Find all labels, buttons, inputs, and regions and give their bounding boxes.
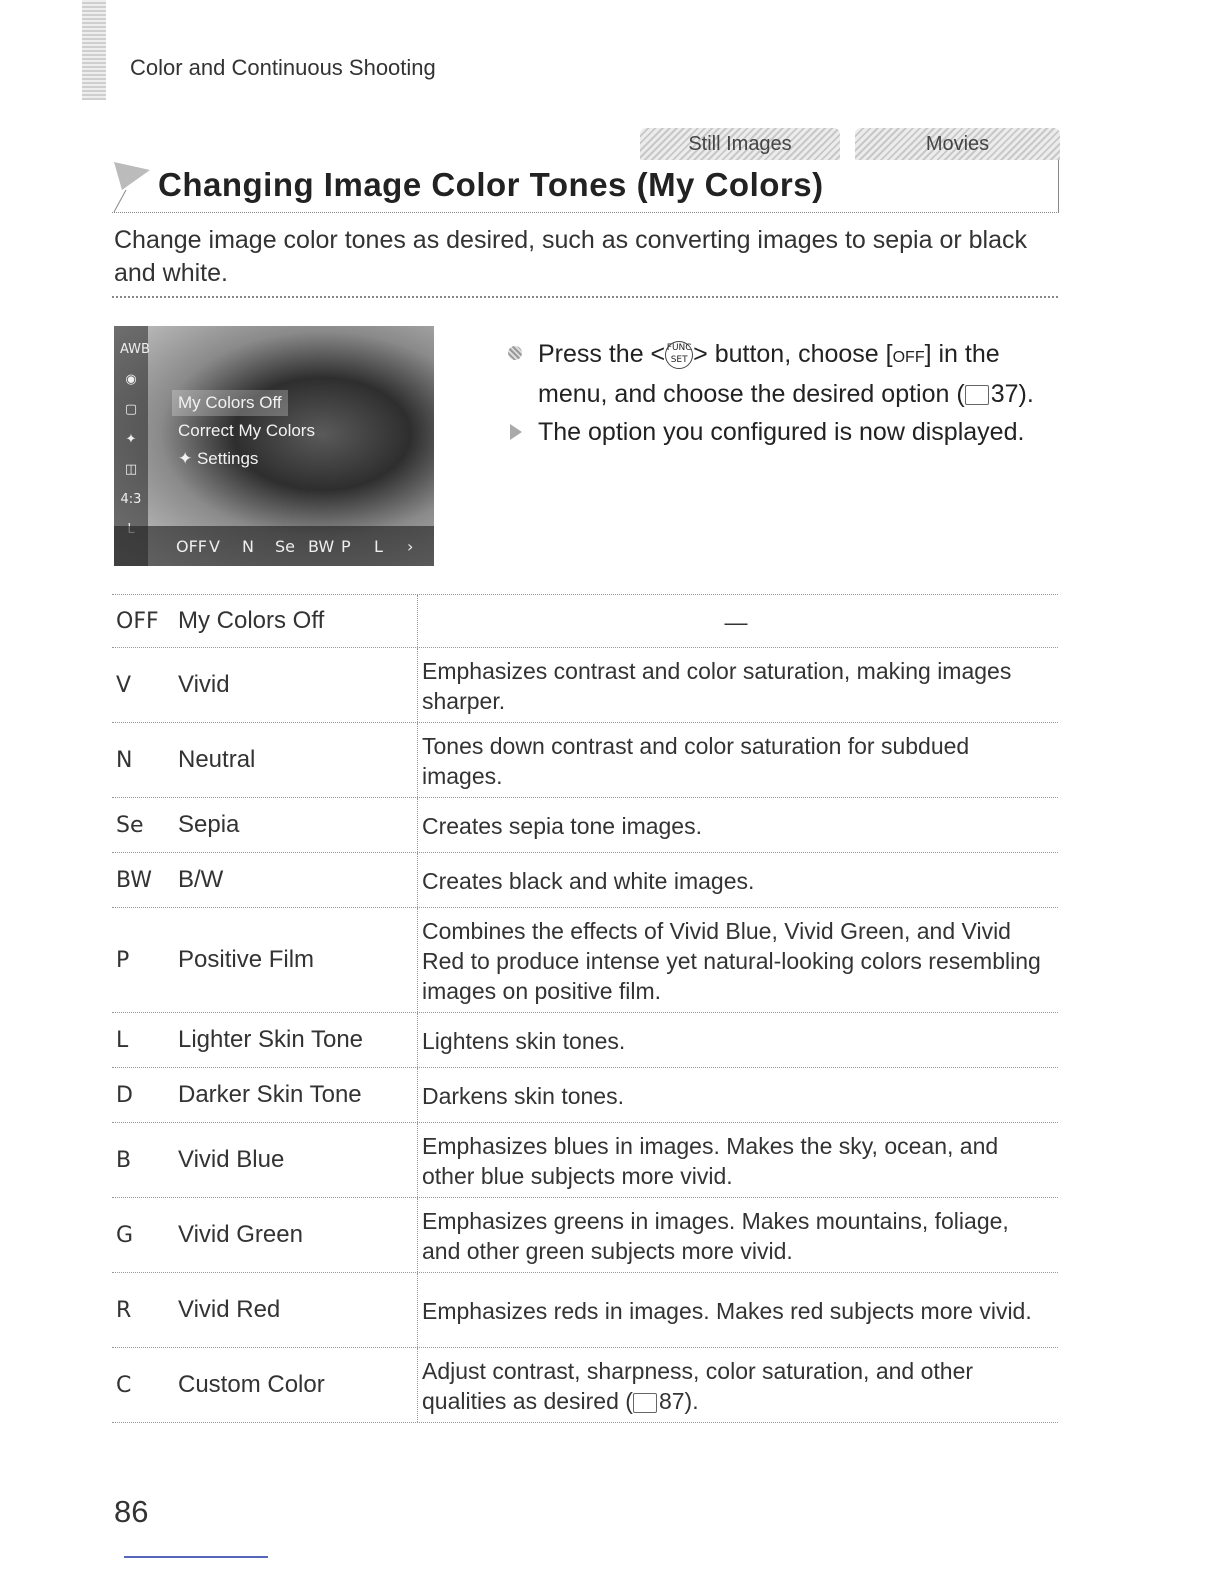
option-name-cell (112, 723, 418, 797)
my-colors-option-icon: D (116, 1082, 133, 1108)
table-row (112, 852, 1058, 907)
option-name-cell (112, 798, 418, 852)
table-row (112, 1067, 1058, 1122)
screen-left-icon: AWB (120, 342, 150, 357)
my-colors-option-icon: G (116, 1222, 134, 1248)
table-row (112, 722, 1058, 797)
camera-screen-image (114, 326, 434, 566)
screen-bottom-icon: P (341, 537, 351, 556)
option-name: Custom Color (178, 1371, 325, 1398)
screen-bottom-bar (114, 526, 434, 566)
option-description (418, 595, 1058, 647)
description-text: Tones down contrast and color saturation for subdued images. (422, 733, 970, 789)
screen-bottom-icon: N (242, 537, 254, 556)
option-name-cell (112, 1068, 418, 1122)
screen-left-icon: ◫ (124, 462, 138, 477)
table-row (112, 1122, 1058, 1197)
screen-bottom-icon: Se (275, 537, 295, 556)
book-reference-icon (633, 1393, 657, 1413)
tab-still-images: Still Images (640, 128, 840, 160)
screen-bottom-icon: L (374, 537, 383, 556)
step-1: Press the < FUNC SET > button, choose [OFF] in the menu, and choose the desired option ( 37). (508, 336, 1058, 412)
instruction-steps (508, 336, 1058, 452)
option-description (418, 1123, 1058, 1197)
option-name-cell (112, 1013, 418, 1067)
option-description (418, 908, 1058, 1012)
table-row (112, 1347, 1058, 1423)
book-reference-icon (965, 385, 989, 405)
option-name: Darker Skin Tone (178, 1081, 362, 1108)
option-name-cell (112, 648, 418, 722)
table-row (112, 647, 1058, 722)
option-name-cell (112, 1273, 418, 1347)
my-colors-table (112, 594, 1058, 1423)
section-header: Color and Continuous Shooting (130, 55, 436, 80)
page-edge-strip (82, 0, 106, 100)
my-colors-option-icon: Se (116, 812, 144, 838)
tab-movies: Movies (855, 128, 1060, 160)
screen-bottom-icon: V (209, 537, 220, 556)
option-description (418, 853, 1058, 907)
option-name: Neutral (178, 746, 256, 773)
option-name: B/W (178, 866, 224, 893)
my-colors-option-icon: P (116, 947, 130, 973)
screen-left-icon: ✦ (125, 432, 137, 447)
option-name-cell (112, 1348, 418, 1422)
table-row (112, 797, 1058, 852)
step-result: The option you configured is now displayed. (508, 414, 1058, 450)
result-arrow-icon (510, 424, 522, 440)
my-colors-option-icon: R (116, 1297, 132, 1323)
description-text: Adjust contrast, sharpness, color saturation, and other qualities as desired ( 87). (422, 1358, 974, 1414)
option-name-cell (112, 1198, 418, 1272)
option-name-cell (112, 853, 418, 907)
mode-tabs (640, 128, 1060, 160)
option-name: Vivid Green (178, 1221, 303, 1248)
screen-left-icon: ◉ (125, 372, 137, 387)
option-description (418, 1273, 1058, 1347)
screen-left-icon: ▢ (124, 402, 138, 417)
description-text: Creates black and white images. (422, 868, 755, 894)
intro-divider (112, 296, 1058, 298)
screen-bottom-icon: BW (308, 537, 335, 556)
my-colors-option-icon: BW (116, 867, 153, 893)
table-row (112, 594, 1058, 647)
table-row (112, 1012, 1058, 1067)
title-corner-icon (112, 160, 152, 212)
my-colors-option-icon: L (116, 1027, 129, 1053)
option-description (418, 798, 1058, 852)
option-name-cell (112, 1123, 418, 1197)
option-name-cell (112, 595, 418, 647)
screen-menu-item: My Colors Off (172, 390, 288, 416)
screen-bottom-icon: › (407, 537, 414, 556)
option-name: Positive Film (178, 946, 315, 973)
description-text: — (724, 609, 748, 635)
screen-menu-item: Correct My Colors (178, 421, 315, 440)
my-colors-option-icon: OFF (116, 608, 159, 634)
description-text: Darkens skin tones. (422, 1083, 624, 1109)
description-text: Emphasizes contrast and color saturation, making images sharper. (422, 658, 1012, 714)
my-colors-option-icon: N (116, 747, 133, 773)
description-text: Creates sepia tone images. (422, 813, 702, 839)
option-description (418, 1013, 1058, 1067)
func-set-button-icon: FUNC SET (665, 341, 693, 369)
option-name: My Colors Off (178, 607, 325, 634)
page-title: Changing Image Color Tones (My Colors) (158, 166, 824, 203)
intro-text: Change image color tones as desired, such as converting images to sepia or black and white. (114, 226, 1028, 287)
my-colors-option-icon: C (116, 1372, 132, 1398)
my-colors-off-icon: OFF (892, 349, 925, 366)
option-description (418, 1198, 1058, 1272)
screen-bottom-icon: OFF (176, 537, 207, 556)
page-number: 86 (114, 1494, 149, 1529)
option-name: Lighter Skin Tone (178, 1026, 364, 1053)
footer-line (124, 1556, 268, 1558)
table-row (112, 1272, 1058, 1347)
option-name: Sepia (178, 811, 240, 838)
option-description (418, 723, 1058, 797)
description-text: Lightens skin tones. (422, 1028, 626, 1054)
description-text: Combines the effects of Vivid Blue, Vivid Green, and Vivid Red to produce intense yet natural-looking colors resembling images on positive film. (422, 918, 1041, 1004)
my-colors-option-icon: V (116, 672, 132, 698)
option-description (418, 648, 1058, 722)
screen-menu-item: ✦ Settings (178, 449, 259, 468)
table-row (112, 907, 1058, 1012)
description-text: Emphasizes reds in images. Makes red subjects more vivid. (422, 1298, 1032, 1324)
table-row (112, 1197, 1058, 1272)
option-name-cell (112, 908, 418, 1012)
title-box (112, 160, 1059, 213)
option-description (418, 1348, 1058, 1422)
description-text: Emphasizes greens in images. Makes mountains, foliage, and other green subjects more vivid. (422, 1208, 1009, 1264)
my-colors-option-icon: B (116, 1147, 132, 1173)
step-bullet-icon (508, 346, 522, 360)
description-text: Emphasizes blues in images. Makes the sky, ocean, and other blue subjects more vivid. (422, 1133, 999, 1189)
option-description (418, 1068, 1058, 1122)
screen-left-icon: 4:3 (120, 492, 142, 507)
option-name: Vivid Blue (178, 1146, 285, 1173)
option-name: Vivid (178, 671, 230, 698)
option-name: Vivid Red (178, 1296, 281, 1323)
